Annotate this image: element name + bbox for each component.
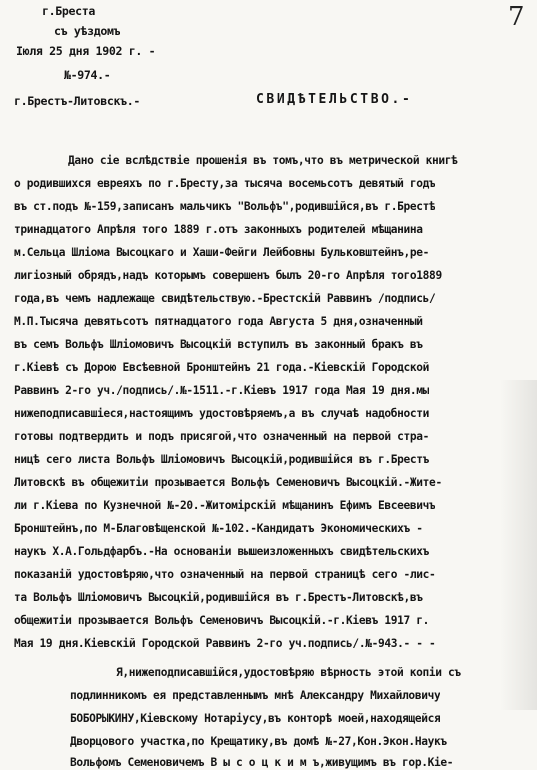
body-line: ницѣ сего листа Вольфъ Шліомовичъ Высоцкій,родившійся въ г.Брестъ bbox=[14, 453, 430, 466]
header-place: г.Брестъ-Литовскъ.- bbox=[14, 94, 140, 108]
body-line: Дано сіе вслѣдствіе прошенія въ томъ,что въ метрической книгѣ bbox=[68, 154, 458, 167]
body-line: тринадцатого Апрѣля того 1889 г.отъ законныхъ родителей мѣщанина bbox=[14, 223, 423, 236]
body-line: въ ст.подъ №-159,записанъ мальчикъ "Вольфъ",родившійся,въ г.Брестѣ bbox=[14, 200, 436, 213]
body-line: года,въ чемъ надлежаще свидѣтельствую.-Брестскій Раввинъ /подпись/ bbox=[14, 292, 436, 305]
body-line: Мая 19 дня.Кіевскій Городской Раввинъ 2-го уч.подпись/.№-943.- - - bbox=[14, 637, 436, 650]
certification-line: БОБОРЫКИНУ,Кіевскому Нотаріусу,въ конторѣ моей,находящейся bbox=[70, 712, 441, 725]
body-line: показаній удостовѣряю,что означенный на первой страницѣ сего -лис- bbox=[14, 568, 436, 581]
certification-line: подлинникомъ ея представленнымъ мнѣ Александру Михайловичу bbox=[70, 689, 441, 702]
body-line: наукъ Х.А.Гольдфарбъ.-На основаніи вышеизложенныхъ свидѣтельскихъ bbox=[14, 545, 430, 558]
body-line: м.Сельца Шліома Высоцкаго и Хаши-Фейги Лейбовны Бульковштейнъ,ре- bbox=[14, 246, 430, 259]
body-line: лигіозный обрядъ,надъ которымъ совершенъ былъ 20-го Апрѣля того1889 bbox=[14, 269, 442, 282]
certification-line: Дворцового участка,по Крещатику,въ домѣ №-27,Кон.Экон.Наукъ bbox=[70, 735, 447, 748]
body-line: нижеподписавшіеся,настоящимъ удостовѣряемъ,а въ случаѣ надобности bbox=[14, 407, 430, 420]
document-title: СВИДѢТЕЛЬСТВО.- bbox=[256, 93, 413, 107]
body-line: о родившихся евреяхъ по г.Бресту,за тысяча восемьсотъ девятый годъ bbox=[14, 177, 436, 190]
body-line: г.Кіевѣ съ Дорою Евсѣевной Бронштейнъ 21 года.-Кіевскій Городской bbox=[14, 361, 430, 374]
body-line: Литовскѣ въ общежитіи прозывается Вольфъ Семеновичъ Высоцкій.-Жите- bbox=[14, 476, 442, 489]
certification-line: Вольфомъ Семеновичемъ В ы с о ц к и м ъ,живущимъ въ гор.Кіе- bbox=[70, 756, 454, 769]
body-line: готовы подтвердить и подъ присягой,что означенный на первой стра- bbox=[14, 430, 430, 443]
header-date: Іюля 25 дня 1902 г. - bbox=[16, 44, 156, 58]
page-number: 7 bbox=[508, 2, 525, 32]
header-district: съ уѣздомъ bbox=[54, 24, 121, 38]
header-number: №-974.- bbox=[64, 68, 111, 82]
body-line: общежитіи прозывается Вольфъ Семеновичъ Высоцкій.-г.Кіевъ 1917 г. bbox=[14, 614, 430, 627]
body-line: та Вольфъ Шліомовичъ Высоцкій,родившійся въ г.Брестъ-Литовскѣ,въ bbox=[14, 591, 423, 604]
body-line: Бронштейнъ,по М-Благовѣщенской №-102.-Кандидатъ Экономическихъ - bbox=[14, 522, 423, 535]
scan-shadow bbox=[500, 380, 537, 710]
certification-line: Я,нижеподписавшійся,удостовѣряю вѣрность этой копіи съ bbox=[116, 666, 461, 679]
header-city: г.Бреста bbox=[42, 4, 96, 18]
body-line: въ семъ Вольфъ Шліомовичъ Высоцкій вступилъ въ законный бракъ въ bbox=[14, 338, 423, 351]
body-line: ли г.Кіева по Кузнечной №-20.-Житомірскій мѣщанинъ Ефимъ Евсеевичъ bbox=[14, 499, 436, 512]
body-line: Раввинъ 2-го уч./подпись/.№-1511.-г.Кіевъ 1917 года Мая 19 дня.мы bbox=[14, 384, 430, 397]
body-line: М.П.Тысяча девятьсотъ пятнадцатого года Августа 5 дня,означенный bbox=[14, 315, 423, 328]
